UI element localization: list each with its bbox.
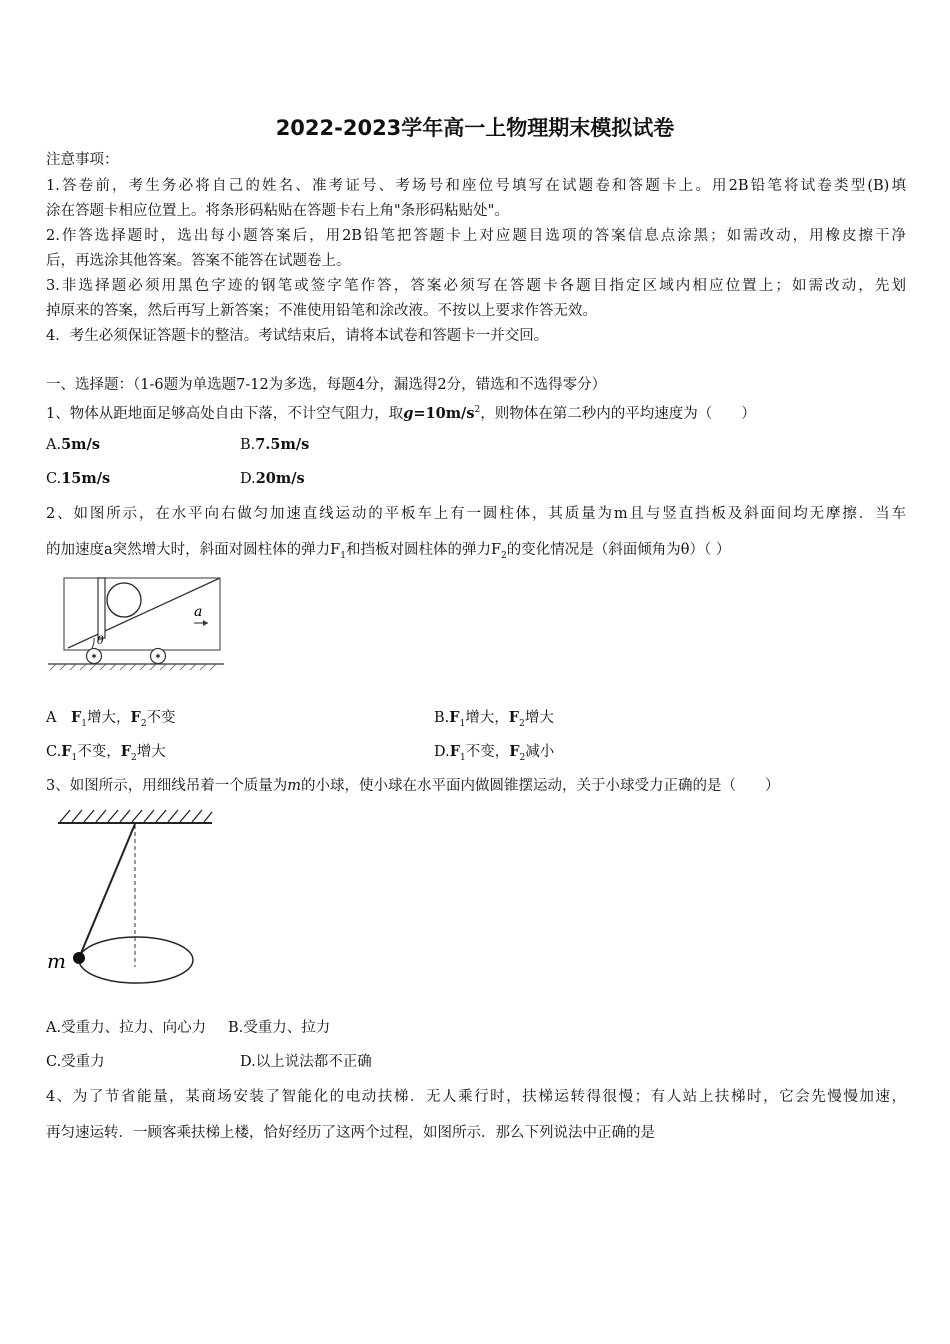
q2-option-b: $B.F_1$增大，$F_2$增大: [434, 709, 554, 729]
conical-pendulum-figure: [40, 805, 220, 990]
notice-item-1b: 涂在答题卡相应位置上。将条形码粘贴在答题卡右上角"条形码粘贴处"。: [46, 203, 509, 219]
q2-option-c: $C.F_1$不变，$F_2$增大: [46, 743, 166, 763]
question-2-stem-2: 的加速度a突然增大时，斜面对圆柱体的弹力$F_1$和挡板对圆柱体的弹力$F_2$的变化情况是（斜面倾角为θ）（ ）: [46, 542, 731, 561]
q3-option-b: B.受重力、拉力: [228, 1020, 331, 1036]
q1-option-b: B.7.5m/s: [240, 436, 310, 453]
q3-option-c: C.受重力: [46, 1054, 105, 1070]
notice-item-3b: 掉原来的答案，然后再写上新答案；不准使用铅笔和涂改液。不按以上要求作答无效。: [46, 303, 597, 319]
q1-stem-text: 1、物体从距地面足够高处自由下落，不计空气阻力，取: [46, 405, 404, 422]
q2-option-d: $D.F_1$不变，$F_2$减小: [434, 743, 555, 763]
section-heading: 一、选择题：（1-6题为单选题7-12为多选，每题4分，漏选得2分，错选和不选得零分）: [46, 377, 607, 393]
q3-mass-symbol: m: [287, 778, 301, 794]
q1-g-value: =10m/s: [413, 404, 475, 422]
cart-incline-figure: [46, 574, 226, 674]
question-2-stem-1: 2、如图所示，在水平向右做匀加速直线运动的平板车上有一圆柱体，其质量为m且与竖直挡板及斜面间均无摩擦．当车: [46, 506, 906, 522]
acceleration-label: a: [194, 604, 203, 620]
q1-option-c: C.15m/s: [46, 470, 111, 487]
page-title: 2022-2023学年高一上物理期末模拟试卷: [275, 116, 675, 140]
mass-label: m: [47, 949, 66, 973]
question-4-stem-2: 再匀速运转．一顾客乘扶梯上楼，恰好经历了这两个过程，如图所示．那么下列说法中正确的是: [46, 1125, 655, 1141]
notice-item-3a: 3.非选择题必须用黑色字迹的钢笔或签字笔作答，答案必须写在答题卡各题目指定区域内相应位置上；如需改动，先划: [46, 278, 906, 294]
q1-g-exponent: 2: [474, 405, 481, 415]
notice-item-4: 4．考生必须保证答题卡的整洁。考试结束后，请将本试卷和答题卡一并交回。: [46, 328, 549, 344]
q2-option-a: A $F_1$增大，$F_2$不变: [46, 709, 176, 729]
q1-stem-end: ，则物体在第二秒内的平均速度为（ ）: [480, 405, 756, 422]
notice-heading: 注意事项：: [46, 152, 119, 168]
notice-item-1a: 1.答卷前，考生务必将自己的姓名、准考证号、考场号和座位号填写在试题卷和答题卡上。用2B铅笔将试卷类型(B)填: [46, 178, 906, 194]
question-3-stem: 3、如图所示，用细线吊着一个质量为m的小球，使小球在水平面内做圆锥摆运动，关于小球受力正确的是（ ）: [46, 778, 780, 794]
q1-option-d: D.20m/s: [240, 470, 305, 487]
q1-option-a: A.5m/s: [46, 436, 100, 453]
theta-label: θ: [97, 634, 104, 647]
q3-option-a: A.受重力、拉力、向心力: [46, 1020, 207, 1036]
notice-item-2b: 后，再选涂其他答案。答案不能答在试题卷上。: [46, 253, 351, 269]
question-4-stem-1: 4、为了节省能量，某商场安装了智能化的电动扶梯．无人乘行时，扶梯运转得很慢；有人站上扶梯时，它会先慢慢加速，: [46, 1089, 906, 1105]
question-1-stem: [46, 400, 756, 424]
notice-item-2a: 2.作答选择题时，选出每小题答案后，用2B铅笔把答题卡上对应题目选项的答案信息点涂黑；如需改动，用橡皮擦干净: [46, 228, 906, 244]
q3-option-d: D.以上说法都不正确: [240, 1054, 372, 1070]
q1-g-symbol: g: [403, 404, 414, 422]
